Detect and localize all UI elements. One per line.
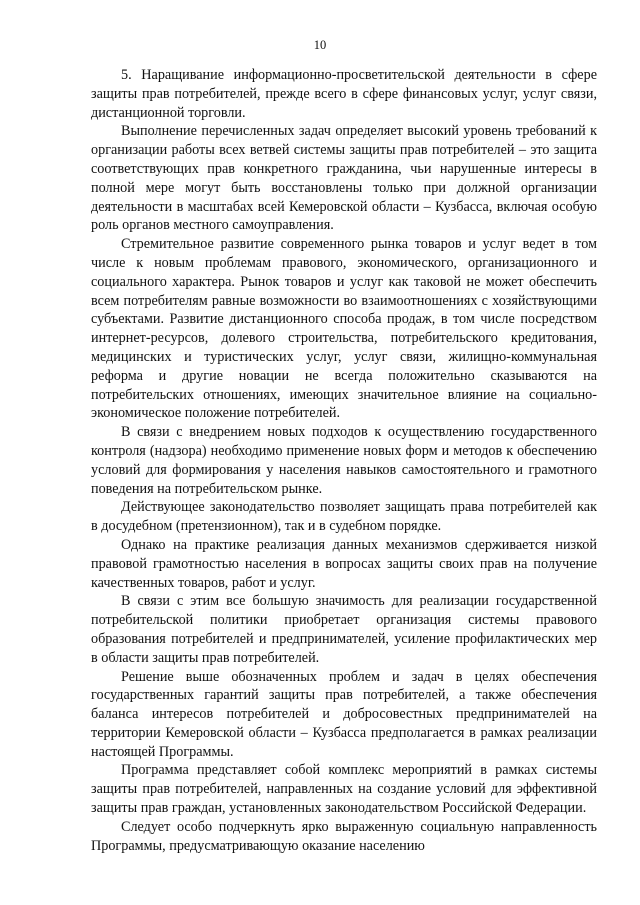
paragraph: Стремительное развитие современного рынка товаров и услуг ведет в том числе к новым проблемам правового, экономического, организационного и социального характера. Рынок товаров и услуг как таковой не может обеспечить всем потребителям равные возможности во взаимоотношениях с хозяйствующими субъектами. Развитие дистанционного способа продаж, в том числе посредством интернет-ресурсов, долевого строительства, потребительского кредитования, медицинских и туристических услуг, услуг связи, жилищно-коммунальная реформа и другие новации не всегда положительно сказываются на потребительских отношениях, имеющих значительное влияние на социально-экономическое положение потребителей. [91, 236, 597, 422]
body-text [91, 66, 597, 855]
paragraph: Следует особо подчеркнуть ярко выраженную социальную направленность Программы, предусматривающую оказание населению [91, 818, 597, 854]
paragraph: Однако на практике реализация данных механизмов сдерживается низкой правовой грамотностью населения в вопросах защиты своих прав на получение качественных товаров, работ и услуг. [91, 536, 597, 591]
paragraph: Действующее законодательство позволяет защищать права потребителей как в досудебном (претензионном), так и в судебном порядке. [91, 499, 597, 535]
paragraph: В связи с внедрением новых подходов к осуществлению государственного контроля (надзора) необходимо применение новых форм и методов к обеспечению условий для формирования у населения навыков самостоятельного и грамотного поведения на потребительском рынке. [91, 424, 597, 497]
paragraph: В связи с этим все большую значимость для реализации государственной потребительской политики приобретает организация системы правового образования потребителей и предпринимателей, усиление профилактических мер в области защиты прав потребителей. [91, 593, 597, 666]
page-number: 10 [313, 38, 327, 52]
paragraph: Решение выше обозначенных проблем и задач в целях обеспечения государственных гарантий защиты прав потребителей, а также обеспечения баланса интересов потребителей и добросовестных предпринимателей на территории Кемеровской области – Кузбасса предполагается в рамках реализации настоящей Программы. [91, 668, 597, 760]
paragraph: 5. Наращивание информационно-просветительской деятельности в сфере защиты прав потребителей, прежде всего в сфере финансовых услуг, услуг связи, дистанционной торговли. [91, 67, 597, 121]
paragraph: Выполнение перечисленных задач определяет высокий уровень требований к организации работы всех ветвей системы защиты прав потребителей – это защита соответствующих прав конкретного гражданина, чьи нарушенные интересы в полной мере могут быть восстановлены только при должной организации деятельности в масштабах всей Кемеровской области – Кузбасса, включая особую роль органов местного самоуправления. [91, 123, 597, 234]
paragraph: Программа представляет собой комплекс мероприятий в рамках системы защиты прав потребителей, направленных на создание условий для эффективной защиты прав граждан, установленных законодательством Российской Федерации. [91, 762, 597, 817]
